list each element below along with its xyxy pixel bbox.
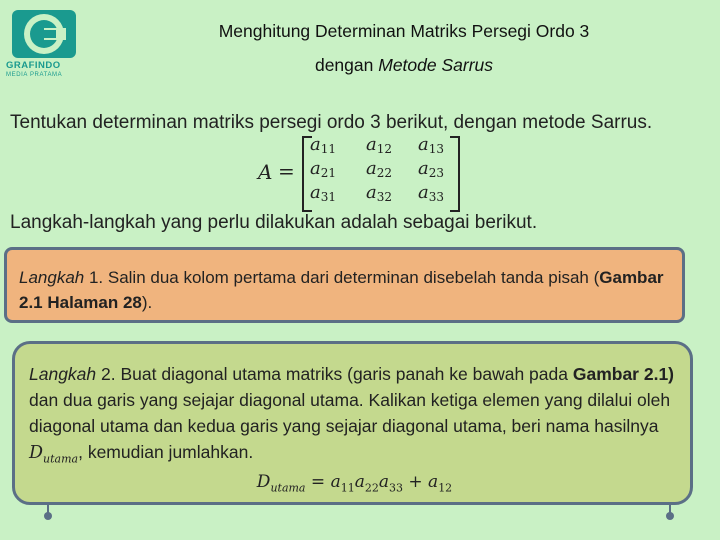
logo-name: GRAFINDO: [6, 60, 61, 71]
right-connector-dot: [666, 512, 674, 520]
step-2-box: [12, 341, 693, 505]
matrix-name: A: [258, 160, 273, 184]
matrix-cell-sub: 22: [376, 166, 393, 180]
matrix-cell-var: a: [366, 134, 377, 155]
step-2-text-a: 2. Buat diagonal utama matriks (garis panah ke bawah pada: [96, 364, 573, 384]
step-2-reference: Gambar 2.1): [572, 364, 674, 384]
title-line-2-method: Metode Sarrus: [378, 55, 494, 75]
step-1-text-a: 1. Salin dua kolom pertama dari determinan disebelah tanda pisah (: [84, 268, 600, 287]
grafindo-logo-icon: [6, 8, 82, 60]
step-1-label: Langkah: [19, 268, 85, 287]
matrix-a: [258, 134, 468, 212]
title-line-2-prefix: dengan: [314, 55, 374, 75]
step-2-var-sub: utama: [43, 452, 79, 466]
step-2-var: [29, 443, 79, 466]
matrix-cell-var: a: [418, 158, 429, 179]
matrix-cell: [366, 158, 410, 180]
matrix-cell: [418, 158, 462, 180]
step-2-text-b: dan dua garis yang sejajar diagonal utama. Kalikan ketiga elemen yang dilalui oleh diagonal utama dan kedua garis yang sejajar diagonal utama, beri nama hasilnya: [29, 390, 671, 436]
formula-t1-sub: 11: [340, 480, 355, 494]
step-1-text-b: ).: [141, 293, 153, 312]
formula-lhs: D: [256, 471, 271, 492]
step-2-var-name: D: [29, 443, 44, 463]
matrix-cell-var: a: [418, 182, 429, 203]
step-2-label: Langkah: [29, 364, 97, 384]
formula-lhs-sub: utama: [270, 480, 306, 494]
logo-subtitle: MEDIA PRATAMA: [6, 72, 63, 78]
matrix-cell-var: a: [310, 134, 321, 155]
matrix-cell-sub: 21: [320, 166, 337, 180]
title-line-2: [80, 48, 720, 82]
matrix-cell-var: a: [366, 182, 377, 203]
matrix-cell-sub: 31: [320, 190, 337, 204]
formula-plus: +: [402, 471, 429, 492]
matrix-cell: [366, 182, 410, 204]
formula-t1: a: [330, 471, 341, 492]
matrix-cell-sub: 33: [428, 190, 445, 204]
step-1-reference: Gambar 2.1 Halaman 28: [19, 268, 664, 312]
title-line-1: Menghitung Determinan Matriks Persegi Ordo 3: [218, 21, 590, 41]
formula-t3-sub: 33: [388, 480, 403, 494]
matrix-cell-var: a: [418, 134, 429, 155]
matrix-cell: [418, 134, 462, 156]
steps-intro: Langkah-langkah yang perlu dilakukan adalah sebagai berikut.: [10, 212, 538, 233]
formula-t4: a: [428, 471, 439, 492]
matrix-cell-var: a: [310, 158, 321, 179]
formula-eq: =: [305, 471, 331, 492]
step-2-text-c: , kemudian jumlahkan.: [78, 442, 254, 462]
grafindo-logo: [6, 8, 82, 80]
left-connector-dot: [44, 512, 52, 520]
formula-t4-sub: 12: [438, 480, 453, 494]
matrix-cell-sub: 23: [428, 166, 445, 180]
d-utama-formula: [29, 469, 680, 501]
formula-t3: a: [378, 471, 389, 492]
matrix-cell-sub: 32: [376, 190, 393, 204]
page-title: [80, 14, 720, 82]
matrix-cell: [418, 182, 462, 204]
formula-t2: a: [354, 471, 365, 492]
matrix-cell-sub: 12: [376, 142, 393, 156]
matrix-cell-var: a: [366, 158, 377, 179]
matrix-cell-sub: 11: [320, 142, 337, 156]
instruction-text: Tentukan determinan matriks persegi ordo 3 berikut, dengan metode Sarrus.: [10, 112, 653, 133]
step-1-box: [4, 247, 685, 323]
matrix-cell: [310, 134, 354, 156]
formula-t2-sub: 22: [364, 480, 379, 494]
matrix-cell: [310, 182, 354, 204]
matrix-equals: =: [278, 159, 295, 183]
matrix-cell-var: a: [310, 182, 321, 203]
matrix-cell: [310, 158, 354, 180]
matrix-cell: [366, 134, 410, 156]
matrix-cell-sub: 13: [428, 142, 445, 156]
step-2-paragraph: [29, 361, 680, 473]
